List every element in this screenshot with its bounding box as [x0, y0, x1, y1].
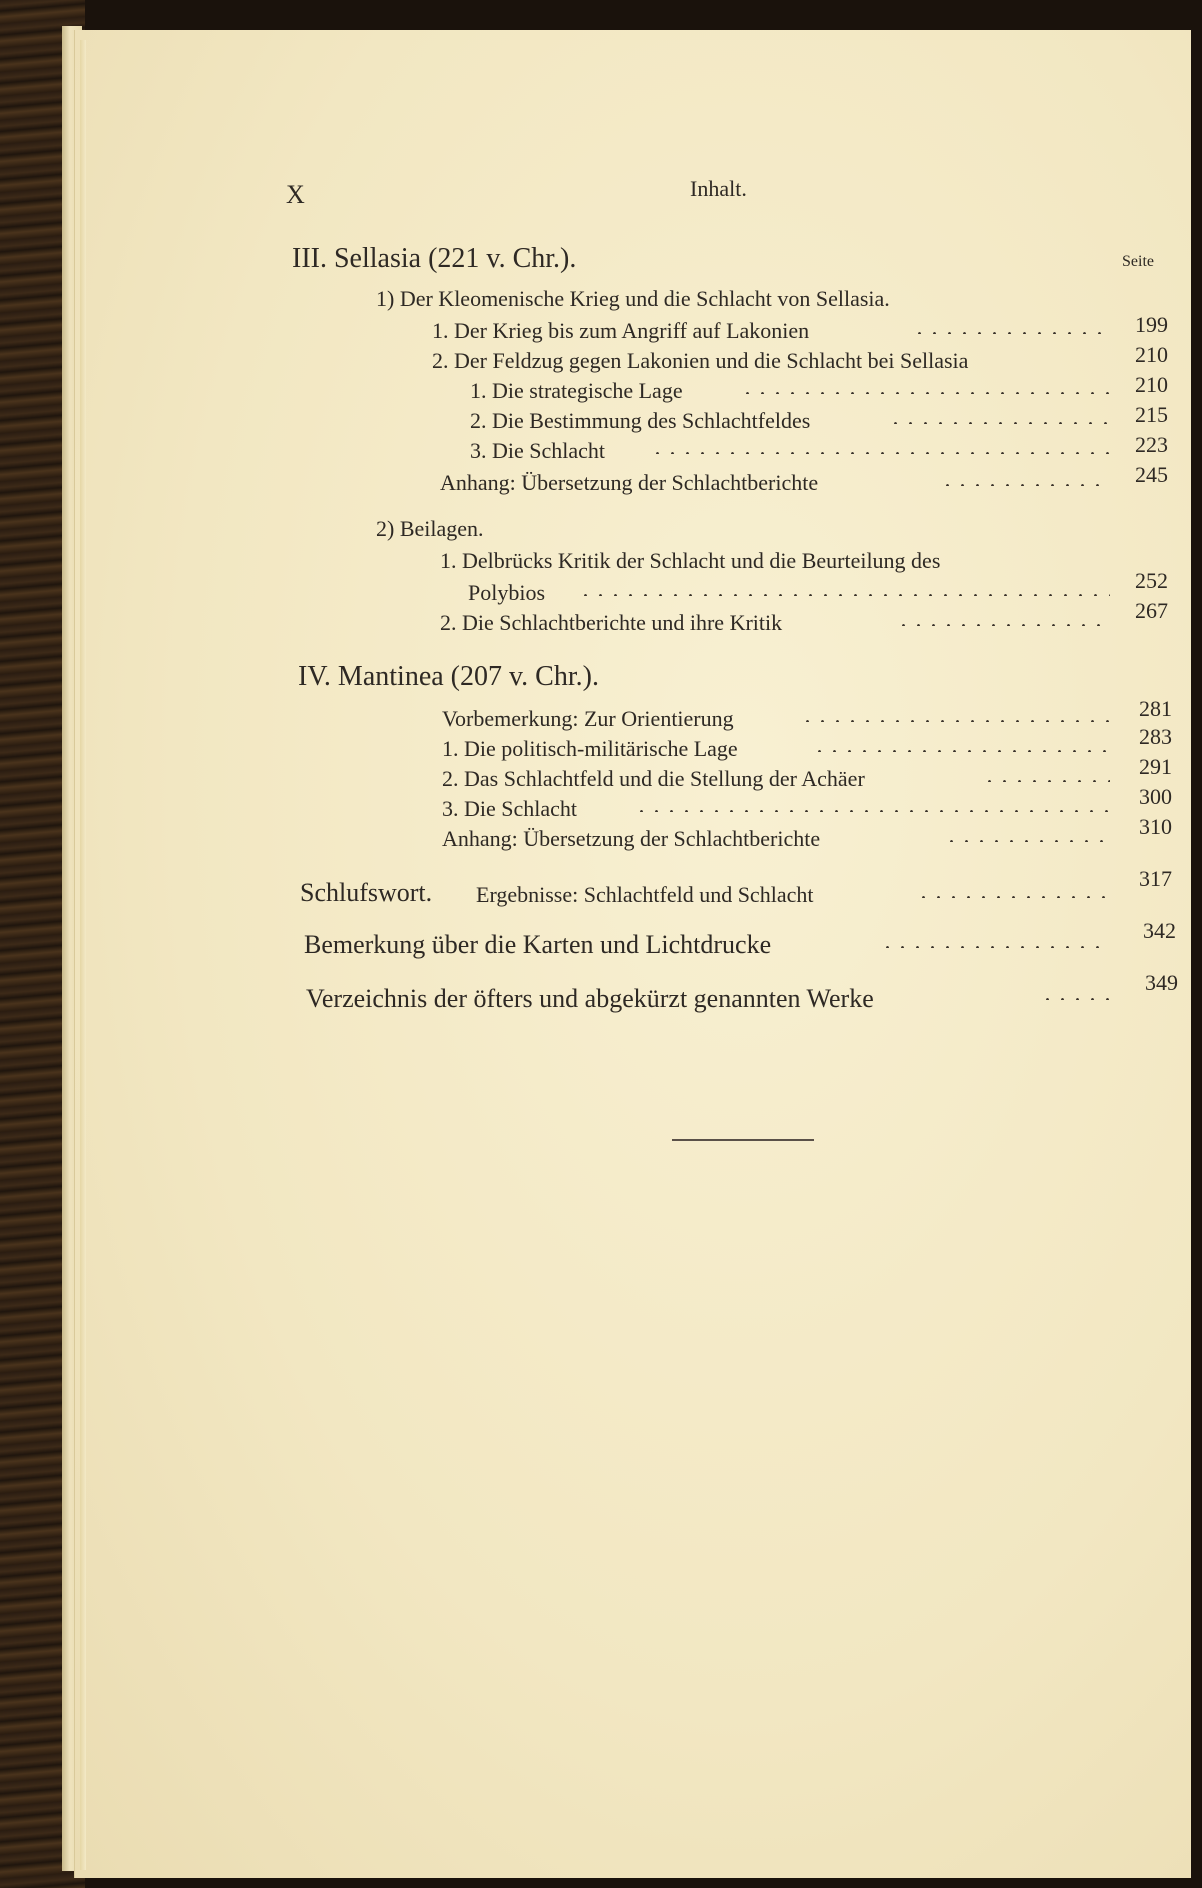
toc-entry-text: 2. Die Bestimmung des Schlachtfeldes — [470, 408, 811, 433]
toc-entry-text: 1. Der Krieg bis zum Angriff auf Lakonien — [432, 318, 810, 343]
toc-entry-page: 342 — [1143, 918, 1176, 943]
toc-entry-page: 199 — [1135, 312, 1168, 337]
toc-entry-page: 223 — [1135, 432, 1168, 457]
toc-entry-page: 281 — [1139, 696, 1172, 721]
toc-entry-text: Vorbemerkung: Zur Orientierung — [442, 706, 734, 731]
leader-dots — [896, 624, 1110, 626]
leader-dots — [578, 594, 1110, 596]
toc-entry-text: 2. Die Schlachtberichte und ihre Kritik — [440, 610, 783, 635]
leader-dots — [982, 780, 1110, 782]
toc-entry-page: 215 — [1135, 402, 1168, 427]
toc-entry-text: 1. Die strategische Lage — [470, 378, 683, 403]
toc-entry-text: Verzeichnis der öfters und abgekürzt genannten Werke — [306, 984, 874, 1013]
toc-entry-text: Anhang: Übersetzung der Schlachtberichte — [440, 470, 819, 495]
leader-dots — [912, 332, 1112, 334]
leader-dots — [916, 896, 1110, 898]
leader-dots — [888, 422, 1110, 424]
closing-rule — [672, 1139, 814, 1141]
toc-entry-page: 245 — [1135, 462, 1168, 487]
toc-entry-text: Anhang: Übersetzung der Schlachtberichte — [442, 826, 821, 851]
toc-entry-page: 349 — [1145, 970, 1178, 995]
toc-entry-page: 300 — [1139, 784, 1172, 809]
toc-entry-page: 252 — [1135, 568, 1168, 593]
toc-entry-page: 283 — [1139, 724, 1172, 749]
toc-entry-text: 2. Der Feldzug gegen Lakonien und die Schlacht bei Sellasia — [432, 348, 969, 373]
column-label-seite: Seite — [1122, 253, 1154, 270]
leader-dots — [800, 720, 1110, 722]
toc-entry-page: 317 — [1139, 866, 1172, 891]
leader-dots — [740, 392, 1110, 394]
page-gutter — [80, 40, 86, 1870]
leader-dots — [940, 484, 1110, 486]
page-numeral: X — [286, 180, 305, 209]
section-heading-iii: III. Sellasia (221 v. Chr.). — [292, 243, 577, 274]
toc-entry-page: 210 — [1135, 372, 1168, 397]
toc-entry-text: 3. Die Schlacht — [442, 796, 578, 821]
running-title: Inhalt. — [690, 176, 747, 201]
toc-entry-page: 291 — [1139, 754, 1172, 779]
toc-entry-text: 2. Das Schlachtfeld und die Stellung der Achäer — [442, 766, 865, 791]
toc-entry-text: 1. Delbrücks Kritik der Schlacht und die Beurteilung des — [440, 548, 941, 573]
leader-dots — [880, 946, 1110, 948]
toc-entry-text: 3. Die Schlacht — [470, 438, 606, 463]
toc-entry-text: Polybios — [468, 580, 546, 605]
toc-entry-text: 1. Die politisch-militärische Lage — [442, 736, 738, 761]
subsection-2: 2) Beilagen. — [376, 516, 484, 541]
leader-dots — [1040, 998, 1112, 1000]
leader-dots — [944, 840, 1110, 842]
toc-entry-text: Ergebnisse: Schlachtfeld und Schlacht — [476, 882, 814, 907]
subsection-1: 1) Der Kleomenische Krieg und die Schlacht von Sellasia. — [376, 286, 890, 311]
leader-dots — [634, 810, 1110, 812]
toc-entry-page: 210 — [1135, 342, 1168, 367]
toc-entry-text: Bemerkung über die Karten und Lichtdrucke — [304, 930, 772, 959]
leader-dots — [812, 750, 1110, 752]
leader-dots — [650, 452, 1110, 454]
schlusswort-heading: Schlufswort. — [300, 878, 433, 907]
toc-entry-page: 267 — [1135, 598, 1168, 623]
section-heading-iv: IV. Mantinea (207 v. Chr.). — [298, 661, 599, 692]
toc-entry-page: 310 — [1139, 814, 1172, 839]
